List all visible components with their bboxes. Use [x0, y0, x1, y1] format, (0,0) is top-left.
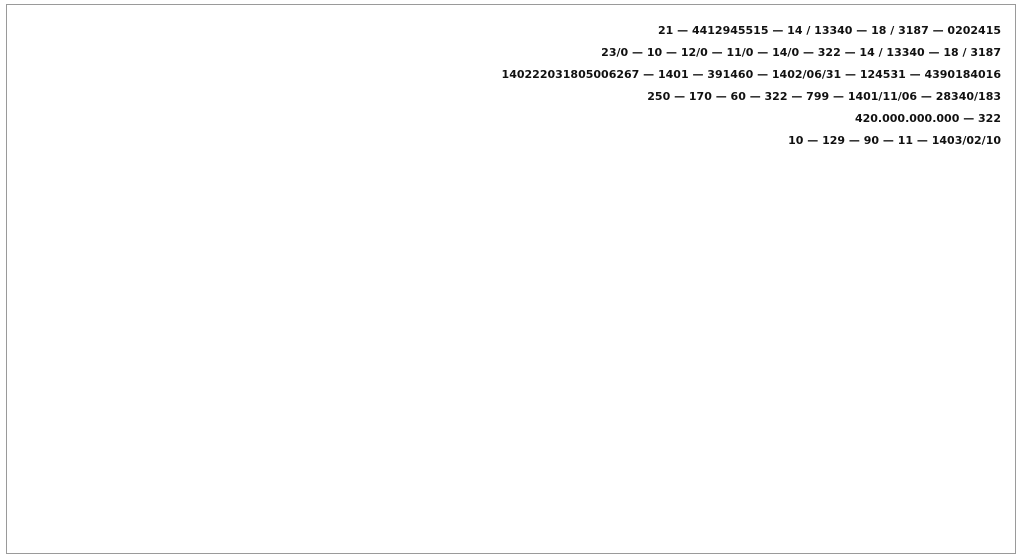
technical-spec-paragraph: 28340/183 — 1401/11/06 — 799 — 322 — 60 — 170 — 250: [647, 90, 1001, 103]
intro-paragraph: 0202415 — 3187 / 18 — 13340 / 14 — 4412945515 — 21: [657, 24, 1001, 37]
auction-notice: [6, 4, 1016, 554]
property-spec-paragraph: 3187 / 18 — 13340 / 14 — 322 — 14/0 — 11/0 — 12/0 — 10 — 23/0: [601, 46, 1001, 59]
auction-terms-paragraph: 1403/02/10 — 11 — 90 — 129 — 10: [788, 134, 1001, 147]
ownership-paragraph: 4390184016 — 124531 — 1402/06/31 — 391460 — 1401 — 140222031805006267: [501, 68, 1001, 81]
valuation-paragraph: 322 — 420.000.000.000: [854, 112, 1001, 125]
